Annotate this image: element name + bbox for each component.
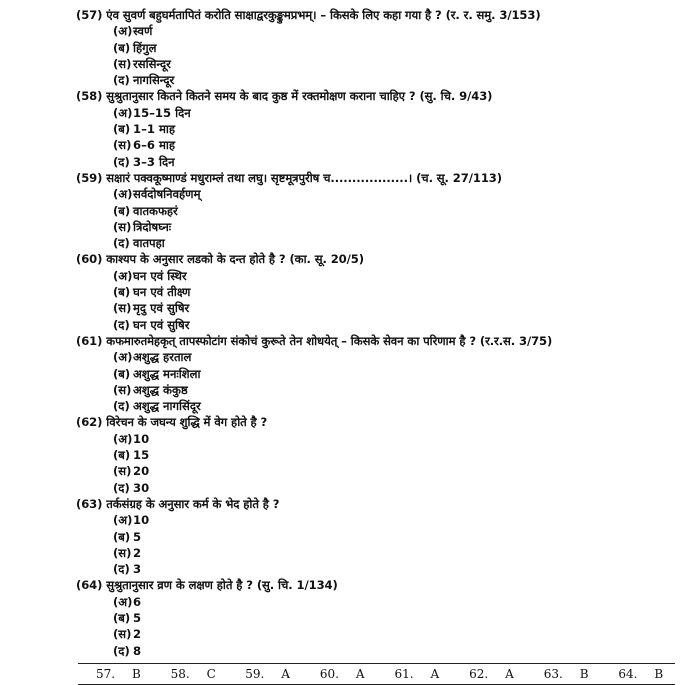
option-label: (द) xyxy=(113,399,130,414)
option-label: (द) xyxy=(113,480,130,495)
answer-letter: B xyxy=(579,667,589,681)
option-label: (ब) xyxy=(113,610,131,625)
answer-number: 62. xyxy=(469,667,489,681)
option xyxy=(76,349,676,365)
option-text: रससिन्दूर xyxy=(133,56,171,71)
option-label: (ब) xyxy=(113,448,131,463)
option xyxy=(76,610,676,626)
question-block xyxy=(76,577,676,658)
option-label: (अ) xyxy=(113,594,133,609)
option-label: (स) xyxy=(113,301,132,316)
option-label: (ब) xyxy=(113,40,131,55)
option-label: (अ) xyxy=(113,105,133,120)
option-label: (द) xyxy=(113,643,130,658)
answer-letter: B xyxy=(132,667,141,681)
option-label: (स) xyxy=(113,219,132,234)
option-text: वातकफहरं xyxy=(133,203,178,218)
option-text: 5 xyxy=(133,529,142,544)
option-text: 30 xyxy=(133,480,150,495)
question-block xyxy=(76,414,676,495)
option xyxy=(76,203,676,219)
option-text: 10 xyxy=(133,513,150,528)
option xyxy=(76,40,676,56)
answer-letter: B xyxy=(654,667,664,681)
option-text: अशुद्ध नागसिंदूर xyxy=(133,399,201,414)
option-text: 1–1 माह xyxy=(133,122,176,137)
question-list xyxy=(76,7,676,659)
option xyxy=(76,545,676,561)
option-label: (अ) xyxy=(113,24,133,39)
option-text: 3–3 दिन xyxy=(133,154,175,169)
answer-number: 59. xyxy=(245,667,265,681)
option xyxy=(76,219,676,235)
option xyxy=(76,235,676,251)
option-label: (स) xyxy=(113,382,132,397)
answer-key xyxy=(78,663,675,685)
question-block xyxy=(76,170,676,251)
question-text: (61) कफमारुतमेहकृत् तापस्फोटांग संकोचं कुरूते तेन शोधयेत् – किसके सेवन का परिणाम है ? (र.र.स. 3/75) xyxy=(76,333,553,348)
option-label: (ब) xyxy=(113,285,131,300)
option xyxy=(76,382,676,398)
option-label: (अ) xyxy=(113,513,133,528)
answer-key-item xyxy=(526,667,601,681)
option-label: (अ) xyxy=(113,350,133,365)
option-text: 6 xyxy=(133,594,142,609)
answer-letter: A xyxy=(505,667,514,681)
question-text: (64) सुश्रुतानुसार व्रण के लक्षण होते है ? (सु. चि. 1/134) xyxy=(76,578,338,593)
option xyxy=(76,105,676,121)
option-text: 10 xyxy=(133,431,150,446)
option xyxy=(76,268,676,284)
option-label: (स) xyxy=(113,627,132,642)
option xyxy=(76,512,676,528)
option-text: त्रिदोषघ्नः xyxy=(133,219,172,234)
option-label: (ब) xyxy=(113,122,131,137)
option-text: 8 xyxy=(133,643,142,658)
option-text: 15–15 दिन xyxy=(133,105,191,120)
option xyxy=(76,561,676,577)
option xyxy=(76,398,676,414)
option-label: (ब) xyxy=(113,203,131,218)
option xyxy=(76,594,676,610)
answer-key-item xyxy=(451,667,526,681)
option-text: 6–6 माह xyxy=(133,138,176,153)
option-text: स्वर्ण xyxy=(133,24,153,39)
question-block xyxy=(76,88,676,169)
option xyxy=(76,529,676,545)
option-label: (स) xyxy=(113,56,132,71)
option-text: सर्वदोषनिवर्हणम् xyxy=(133,187,201,202)
option xyxy=(76,300,676,316)
option xyxy=(76,643,676,659)
question-text: (57) एंव सुवर्ण बहुघर्मतापितं करोति साक्षाद्वरकुङ्कुमप्रभम्। – किसके लिए कहा गया है ? (र. र. समु. 3/153) xyxy=(76,8,541,22)
answer-number: 63. xyxy=(543,667,563,681)
option-text: हिंगुल xyxy=(133,40,157,55)
question-text: (62) विरेचन के जघन्य शुद्धि में वेग होते है ? xyxy=(76,415,268,430)
option-label: (स) xyxy=(113,545,132,560)
option-text: घन एवं तीक्ष्ण xyxy=(133,285,191,300)
option-text: घन एवं स्थिर xyxy=(133,268,187,283)
option xyxy=(76,463,676,479)
option-label: (स) xyxy=(113,138,132,153)
option-text: 2 xyxy=(133,545,142,560)
option-label: (ब) xyxy=(113,366,131,381)
question-text: (59) सक्षारं पक्वकूष्माण्डं मधुराम्लं तथा लघु। सृष्टमूत्रपुरीष च..................। (च. सू. 27/113) xyxy=(76,170,502,185)
answer-letter: A xyxy=(355,667,365,681)
answer-key-item xyxy=(302,667,377,681)
option-label: (द) xyxy=(113,154,130,169)
answer-key-item xyxy=(600,667,675,681)
question-block xyxy=(76,333,676,414)
option xyxy=(76,72,676,88)
option-label: (स) xyxy=(113,464,132,479)
answer-letter: A xyxy=(281,667,290,681)
option-label: (द) xyxy=(113,562,130,577)
option xyxy=(76,431,676,447)
option xyxy=(76,317,676,333)
option-text: वातपहा xyxy=(133,236,165,251)
option xyxy=(76,480,676,496)
question-text: (60) काश्यप के अनुसार लडको के दन्त होते है ? (का. सू. 20/5) xyxy=(76,252,364,267)
option xyxy=(76,447,676,463)
option xyxy=(76,121,676,137)
option-text: अशुद्ध कंकुष्ठ xyxy=(133,382,188,397)
option-text: अशुद्ध हरताल xyxy=(133,350,192,365)
option-text: 15 xyxy=(133,448,150,463)
answer-key-item xyxy=(153,667,228,681)
question-text: (58) सुश्रुतानुसार कितने कितने समय के बाद कुष्ठ में रक्तमोक्षण कराना चाहिए ? (सु. चि. 9/43) xyxy=(76,89,493,104)
option xyxy=(76,137,676,153)
option xyxy=(76,626,676,642)
option-label: (अ) xyxy=(113,268,133,283)
option xyxy=(76,186,676,202)
answer-number: 57. xyxy=(96,667,116,681)
option-text: 3 xyxy=(133,562,142,577)
option-text: घन एवं सुषिर xyxy=(133,317,190,332)
option-text: अशुद्ध मनःशिला xyxy=(133,366,201,381)
option-label: (द) xyxy=(113,73,130,88)
option-text: 20 xyxy=(133,464,150,479)
answer-key-item xyxy=(227,667,302,681)
option-label: (ब) xyxy=(113,529,131,544)
option-text: मृदु एवं सुषिर xyxy=(133,301,190,316)
option-label: (अ) xyxy=(113,431,133,446)
option xyxy=(76,23,676,39)
question-block xyxy=(76,251,676,332)
option xyxy=(76,154,676,170)
option xyxy=(76,56,676,72)
answer-key-item xyxy=(377,667,452,681)
answer-number: 60. xyxy=(319,667,339,681)
answer-number: 61. xyxy=(394,667,414,681)
answer-letter: C xyxy=(206,667,216,681)
answer-number: 64. xyxy=(618,667,638,681)
option-text: 2 xyxy=(133,627,142,642)
answer-letter: A xyxy=(430,667,440,681)
question-block xyxy=(76,7,676,88)
answer-key-item xyxy=(78,667,153,681)
option-text: नागसिन्दूर xyxy=(133,73,175,88)
option-label: (द) xyxy=(113,317,130,332)
answer-number: 58. xyxy=(170,667,190,681)
question-text: (63) तर्कसंग्रह के अनुसार कर्म के भेद होते है ? xyxy=(76,496,280,511)
option xyxy=(76,366,676,382)
option xyxy=(76,284,676,300)
option-text: 5 xyxy=(133,610,142,625)
option-label: (अ) xyxy=(113,187,133,202)
option-label: (द) xyxy=(113,236,130,251)
question-block xyxy=(76,496,676,577)
